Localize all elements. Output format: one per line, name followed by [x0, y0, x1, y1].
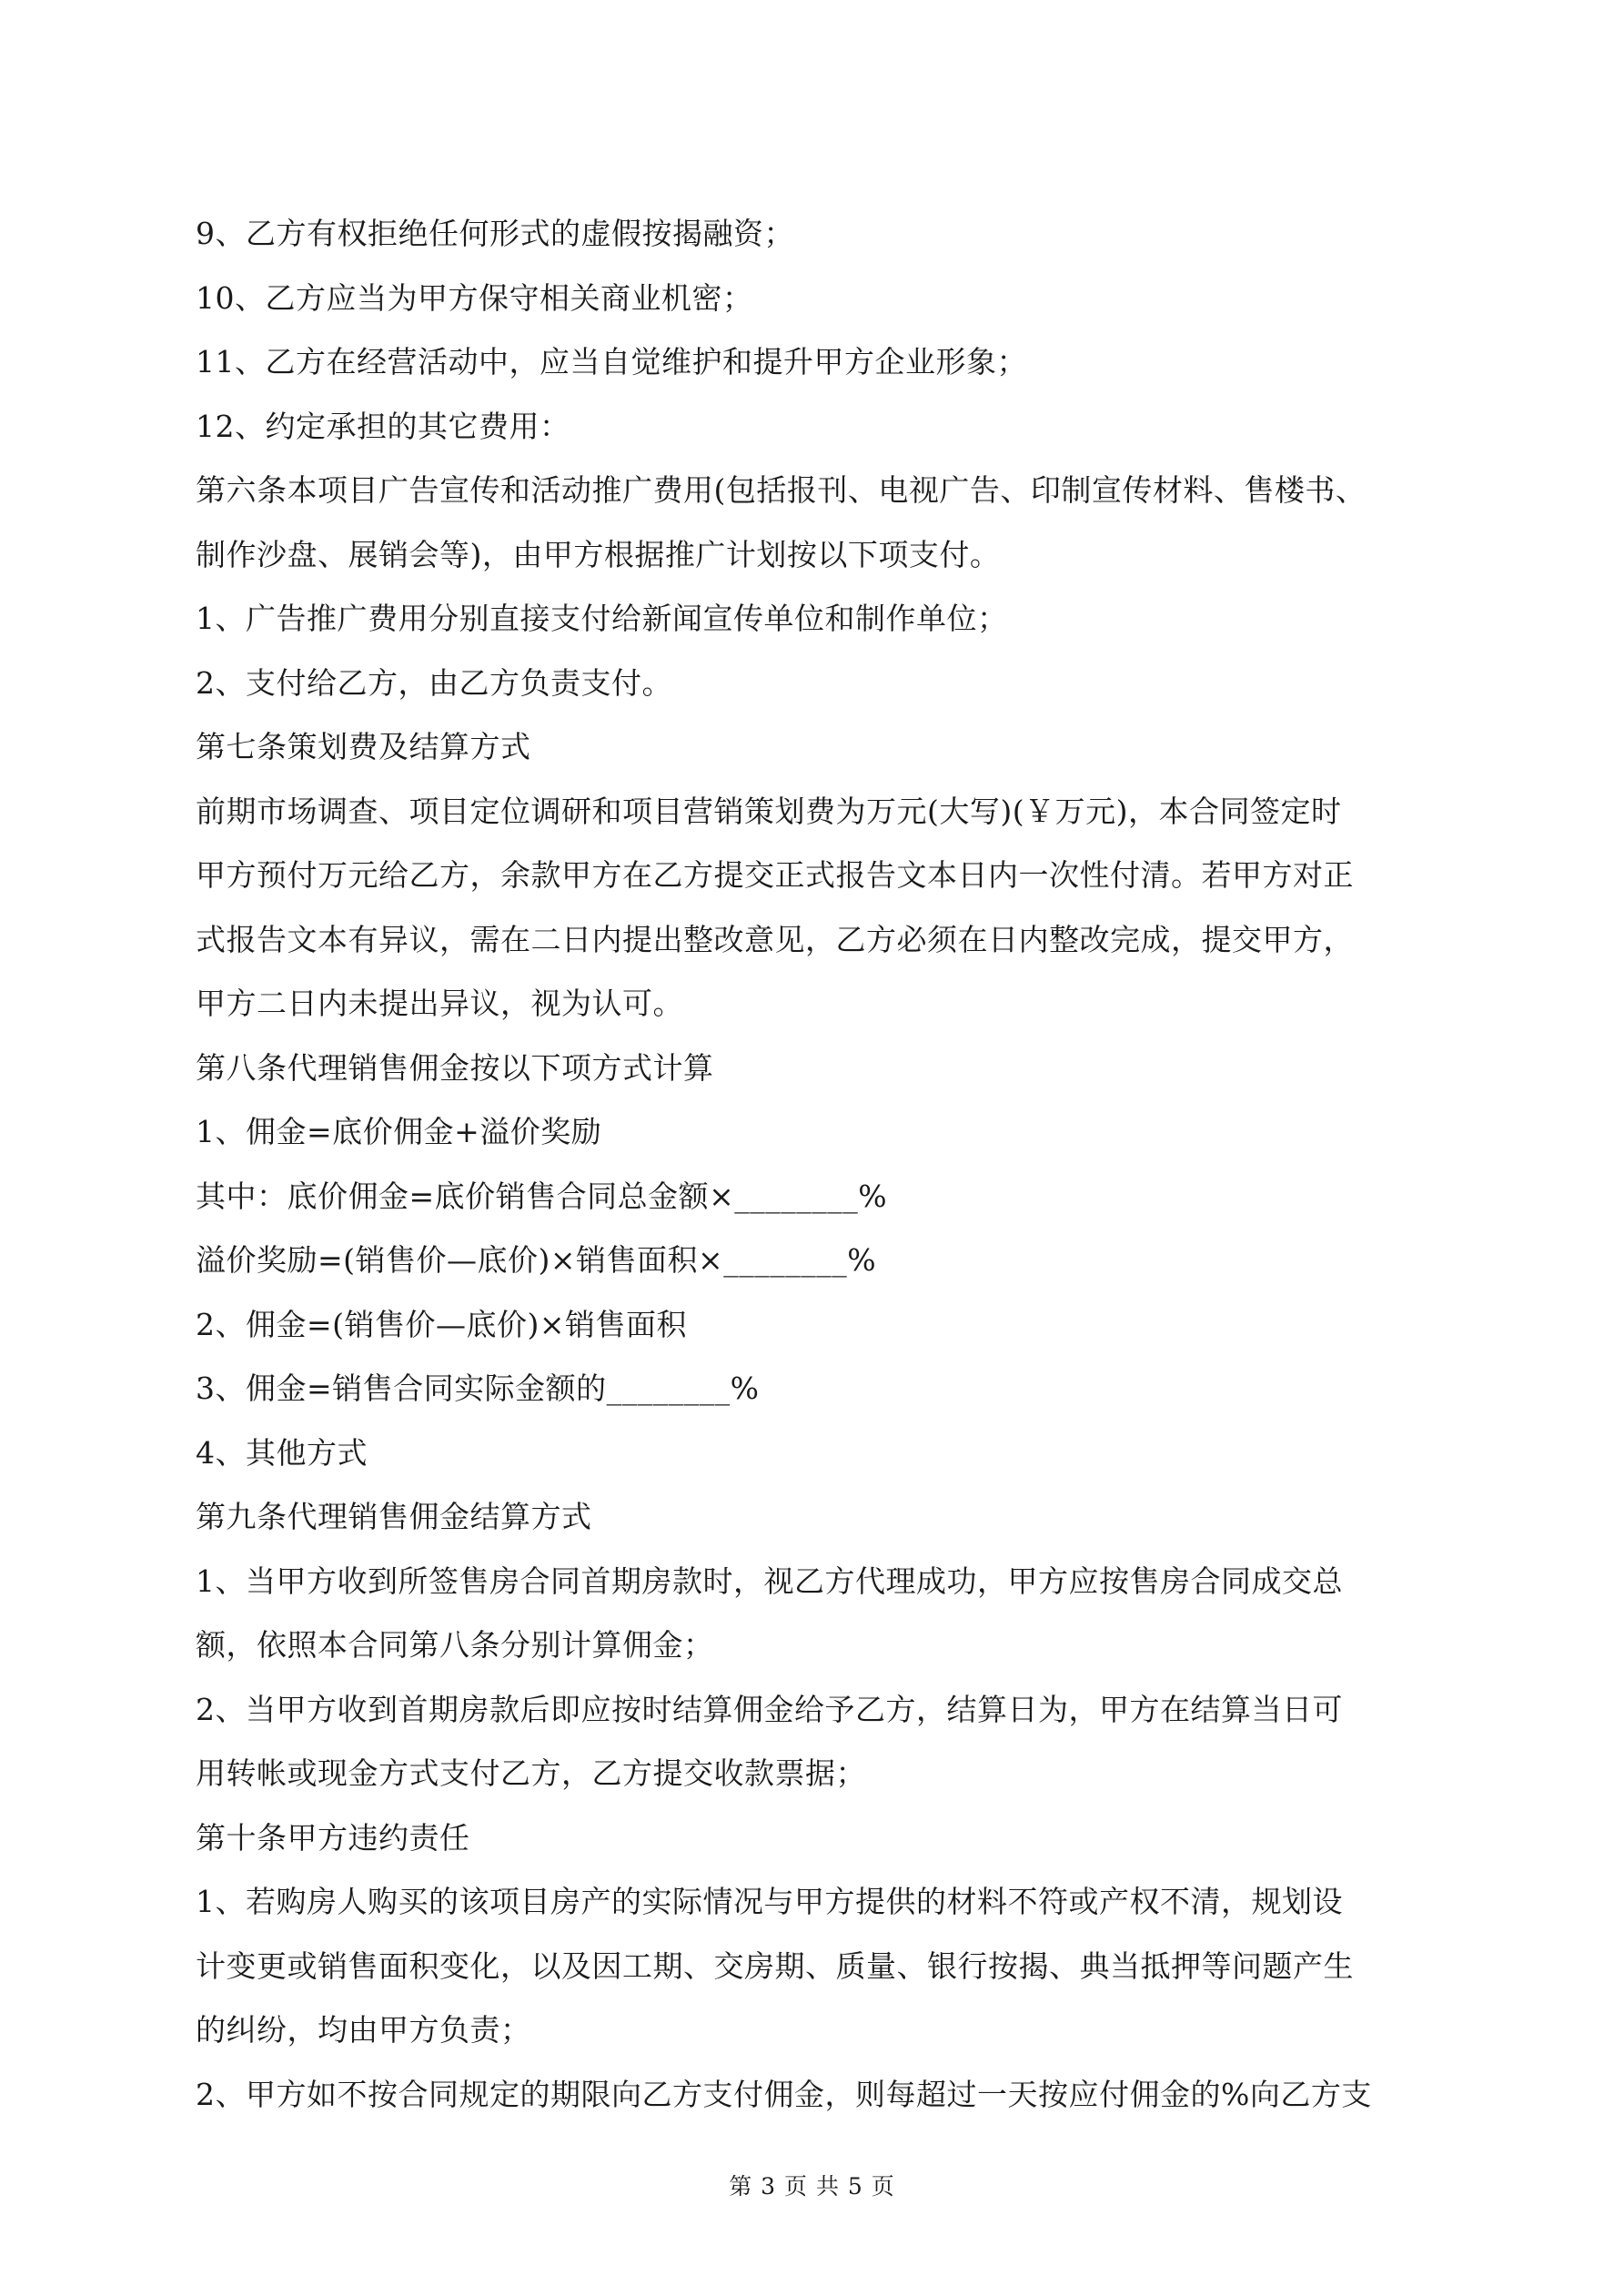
paragraph-line: 甲方二日内未提出异议，视为认可。	[196, 986, 683, 1021]
formula-line: 溢价奖励=(销售价—底价)×销售面积×________%	[196, 1242, 877, 1278]
clause-line: 4、其他方式	[196, 1434, 368, 1471]
article-heading: 第十条甲方违约责任	[196, 1819, 470, 1856]
clause-line: 9、乙方有权拒绝任何形式的虚假按揭融资；	[196, 216, 794, 251]
clause-line: 1、当甲方收到所签售房合同首期房款时，视乙方代理成功，甲方应按售房合同成交总	[196, 1563, 1343, 1599]
clause-line: 1、佣金=底价佣金+溢价奖励	[196, 1114, 602, 1149]
clause-line: 12、约定承担的其它费用：	[196, 408, 570, 444]
clause-line: 2、佣金=(销售价—底价)×销售面积	[196, 1306, 688, 1342]
paragraph-line: 前期市场调查、项目定位调研和项目营销策划费为万元(大写)(￥万元)，本合同签定时	[196, 793, 1342, 829]
clause-line: 3、佣金=销售合同实际金额的________%	[196, 1371, 760, 1406]
article-heading: 第八条代理销售佣金按以下项方式计算	[196, 1049, 714, 1086]
paragraph-line: 的纠纷，均由甲方负责；	[196, 2012, 531, 2048]
paragraph-line: 用转帐或现金方式支付乙方，乙方提交收款票据；	[196, 1755, 866, 1791]
article-heading: 第九条代理销售佣金结算方式	[196, 1499, 592, 1534]
paragraph-line: 甲方预付万元给乙方，余款甲方在乙方提交正式报告文本日内一次性付清。若甲方对正	[196, 857, 1354, 893]
clause-line: 10、乙方应当为甲方保守相关商业机密；	[196, 279, 753, 316]
paragraph-line: 制作沙盘、展销会等)，由甲方根据推广计划按以下项支付。	[196, 536, 1001, 572]
clause-line: 1、若购房人购买的该项目房产的实际情况与甲方提供的材料不符或产权不清，规划设	[196, 1884, 1343, 1919]
formula-line: 其中：底价佣金=底价销售合同总金额×________%	[196, 1178, 888, 1214]
clause-line: 1、广告推广费用分别直接支付给新闻宣传单位和制作单位；	[196, 601, 1008, 636]
clause-line: 11、乙方在经营活动中，应当自觉维护和提升甲方企业形象；	[196, 344, 1027, 379]
clause-line: 2、甲方如不按合同规定的期限向乙方支付佣金，则每超过一天按应付佣金的%向乙方支	[196, 2076, 1372, 2112]
article-heading: 第七条策划费及结算方式	[196, 729, 531, 764]
page-number-footer: 第 3 页 共 5 页	[729, 2173, 895, 2200]
article-heading-line: 第六条本项目广告宣传和活动推广费用(包括报刊、电视广告、印制宣传材料、售楼书、	[196, 472, 1367, 508]
clause-line: 2、当甲方收到首期房款后即应按时结算佣金给予乙方，结算日为，甲方在结算当日可	[196, 1691, 1343, 1727]
paragraph-line: 额，依照本合同第八条分别计算佣金；	[196, 1627, 714, 1663]
paragraph-line: 式报告文本有异议，需在二日内提出整改意见，乙方必须在日内整改完成，提交甲方，	[196, 921, 1354, 957]
paragraph-line: 计变更或销售面积变化，以及因工期、交房期、质量、银行按揭、典当抵押等问题产生	[196, 1947, 1354, 1984]
clause-line: 2、支付给乙方，由乙方负责支付。	[196, 664, 672, 701]
document-body	[196, 202, 1451, 2127]
